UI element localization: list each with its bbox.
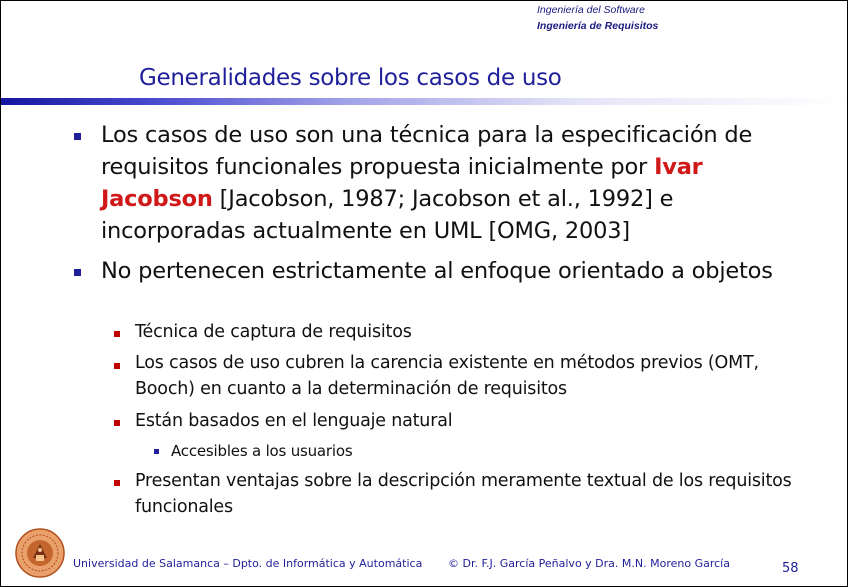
sub-bullet-marker <box>114 363 120 369</box>
highlighted-name: Ivar Jacobson <box>101 154 703 212</box>
bullet-marker <box>74 269 81 276</box>
footer-copyright: © Dr. F.J. García Peñalvo y Dra. M.N. Moreno García <box>448 557 730 570</box>
university-seal-icon <box>15 528 65 578</box>
bullet-text-part: Los casos de uso son una técnica para la especificación de requisitos funcionales propuesta inicialmente por <box>101 122 753 180</box>
sub-bullet-text: Están basados en el lenguaje natural <box>135 411 453 431</box>
subsub-bullet-marker <box>154 449 159 454</box>
sub-bullet-marker <box>114 420 120 426</box>
footer-institution: Universidad de Salamanca – Dpto. de Informática y Automática <box>73 557 423 570</box>
bullet-text: No pertenecen estrictamente al enfoque orientado a objetos <box>101 258 773 284</box>
sub-bullet-text: Presentan ventajas sobre la descripción meramente textual de los requisitos funcionales <box>135 471 792 517</box>
title-underline-bar <box>1 98 847 105</box>
bullet-text <box>101 119 801 247</box>
sub-bullet-marker <box>114 331 120 337</box>
bullet-marker <box>74 133 81 140</box>
slide-title: Generalidades sobre los casos de uso <box>139 65 562 91</box>
sub-bullet-text: Técnica de captura de requisitos <box>135 322 412 342</box>
header-topic: Ingeniería de Requisitos <box>537 20 659 32</box>
bullet-text-part: [Jacobson, 1987; Jacobson et al., 1992] e incorporadas actualmente en UML [OMG, 2003] <box>101 186 674 244</box>
sub-bullet-marker <box>114 480 120 486</box>
header-course: Ingeniería del Software <box>537 4 645 16</box>
sub-bullet-text: Los casos de uso cubren la carencia existente en métodos previos (OMT, Booch) en cuanto a la determinación de requisitos <box>135 353 759 399</box>
page-number: 58 <box>782 561 799 576</box>
subsub-bullet-text: Accesibles a los usuarios <box>171 442 353 460</box>
